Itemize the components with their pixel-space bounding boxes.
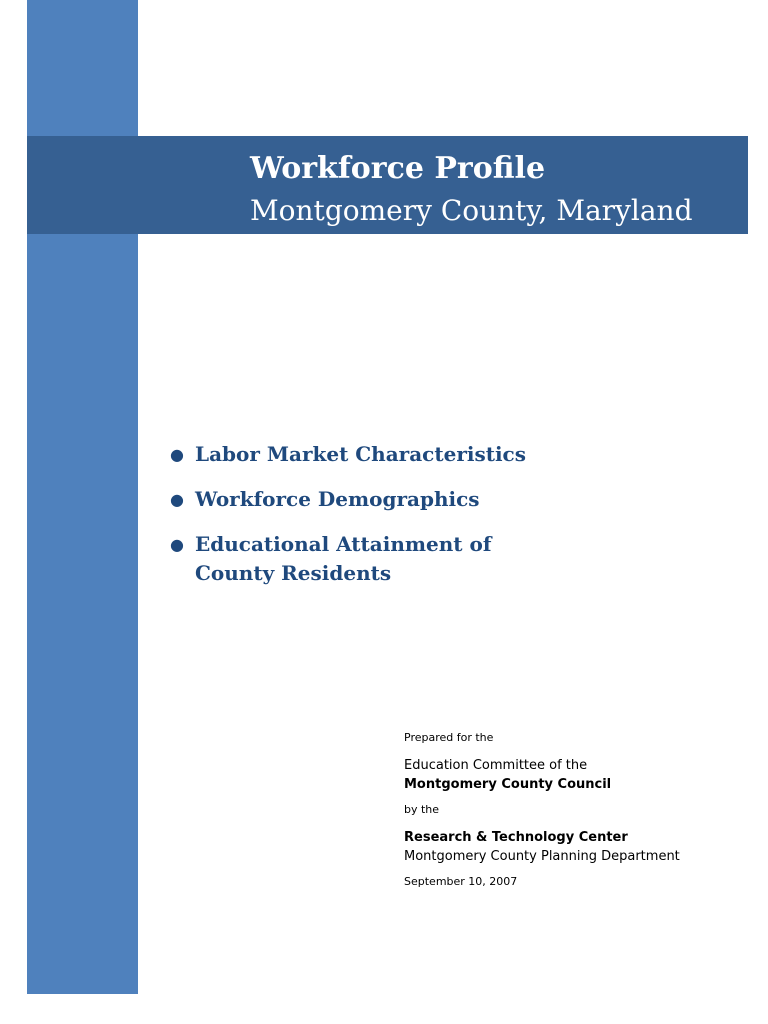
prepared-by-block [404,730,744,890]
report-date: September 10, 2007 [404,875,518,888]
topic-list [170,440,610,604]
topic-label: Educational Attainment of County Residents [195,532,492,585]
prepared-for-label: Prepared for the [404,731,494,744]
topic-label: Labor Market Characteristics [195,442,526,466]
by-label: by the [404,803,440,816]
department-name: Montgomery County Planning Department [404,849,680,864]
bullet-icon: ● [170,535,184,554]
report-title: Workforce Profile [250,151,546,186]
topic-label: Workforce Demographics [195,487,480,511]
bullet-icon: ● [170,490,184,509]
report-subtitle: Montgomery County, Maryland [250,194,693,227]
committee-line: Education Committee of the [404,758,588,773]
council-name: Montgomery County Council [404,777,612,792]
topic-item [170,485,610,514]
topic-item [170,440,610,469]
bullet-icon: ● [170,445,184,464]
topic-item [170,530,525,588]
center-name: Research & Technology Center [404,830,628,845]
